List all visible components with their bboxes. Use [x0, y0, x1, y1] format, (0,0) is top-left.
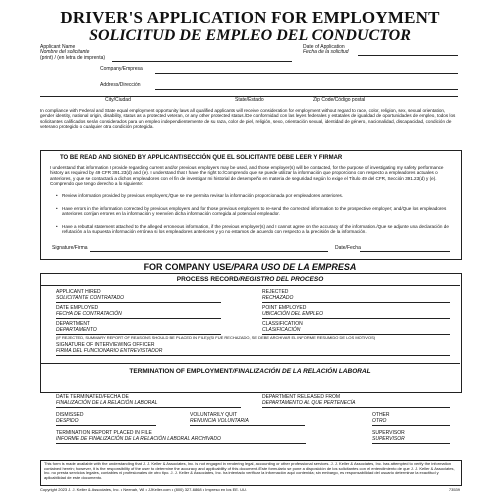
rights-bullet-1: • Review information provided by previous employers;/Que se me permita revisar la información proporcionada por empleadores anteriores. [56, 193, 456, 198]
point-employed-label: POINT EMPLOYED [262, 305, 307, 311]
applicant-name-label: Applicant Name [40, 44, 76, 50]
footer-copyright: Copyright 2023 J. J. Keller & Associates, Inc. • Neenah, WI • JJKeller.com • (800) 327-6868 • Impreso en los EE. UU. [40, 487, 248, 492]
signature-field[interactable] [90, 251, 328, 252]
zip-label: Zip Code/Código postal [313, 97, 366, 103]
applicant-hired-field[interactable] [56, 302, 221, 303]
process-record-heading [0, 276, 500, 283]
sign-section-heading: TO BE READ AND SIGNED BY APPLICANT/SECCIÓN QUE EL SOLICITANTE DEBE LEER Y FIRMAR [60, 155, 343, 161]
termination-heading-en: TERMINATION OF EMPLOYMENT [129, 368, 233, 375]
rejected-label: REJECTED [262, 289, 289, 295]
rejected-summary-note: (IF REJECTED, SUMMARY REPORT OF REASONS SHOULD BE PLACED IN FILE)/(SI FUE RECHAZADO, SE DEBE ARCHIVAR EL INFORME RESUMIDO DE LOS MOTIVOS) [56, 335, 376, 340]
report-filed-field[interactable] [56, 443, 306, 444]
applicant-hired-label-es: SOLICITANTE CONTRATADO [56, 295, 125, 301]
company-field[interactable] [155, 73, 458, 74]
voluntary-quit-label: VOLUNTARILY QUIT [190, 412, 238, 418]
report-filed-label: TERMINATION REPORT PLACED IN FILE [56, 430, 152, 436]
rights-bullet-3: • Have a rebuttal statement attached to the alleged erroneous information, if the previous employer(s) and I cannot agree on the accuracy of the information./Que se adjunte una declaración de refutación a la supuesta información errónea si los empleadores anteriores y yo no estamos de acuerdo con respecto a la precisión de la información. [56, 224, 456, 235]
footer-form-number: 73539 [448, 487, 460, 492]
eeo-statement: In compliance with Federal and State equal employment opportunity laws all qualified applicants will receive consideration for employment without regard to race, color, religion, sex, sexual orientation, gender identity, national origin, disability, status as a protected veteran, or any other protected status./De conformidad con las leyes federales y estatales de igualdad de oportunidades de empleo, todos los solicitantes calificados serán considerados para un empleo independientemente de su raza, color de piel, religión, sexo, orientación sexual, identidad de género, nacionalidad, discapacidad, condición de veterano protegido o cualquier otra condición protegida. [40, 108, 456, 130]
address-label: Address/Dirección [100, 82, 141, 88]
applicant-name-field[interactable] [112, 61, 292, 62]
print-note: (print) / (en letra de imprenta) [40, 55, 106, 61]
termination-heading-es: /FINALIZACIÓN DE LA RELACIÓN LABORAL [232, 368, 371, 375]
report-filed-label-es: INFORME DE FINALIZACIÓN DE LA RELACIÓN LABORAL ARCHIVADO [56, 436, 221, 442]
termination-heading [0, 368, 500, 375]
city-label: City/Ciudad [105, 97, 131, 103]
dept-released-field[interactable] [262, 407, 450, 408]
state-label: State/Estado [235, 97, 264, 103]
other-field[interactable] [372, 425, 450, 426]
date-terminated-label: DATE TERMINATED/FECHA DE [56, 394, 129, 400]
sign-date-label: Date/Fecha [335, 245, 361, 251]
company-use-heading [0, 262, 500, 272]
date-employed-label-es: FECHA DE CONTRATACIÓN [56, 311, 122, 317]
date-terminated-label-es: FINALIZACIÓN DE LA RELACIÓN LABORAL [56, 400, 158, 406]
dismissed-label-es: DESPIDO [56, 418, 79, 424]
process-record-divider [40, 285, 460, 286]
sign-section-intro: I understand that information I provide regarding current and/or previous employers may be used, and those employer(s) will be contacted, for the purpose of investigating my safety performance history as required by 49 CFR 391.23(d) and (e). I understand that I have the right to:/Comprendo que se puede utilizar la información que proporciono con respecto a empleadores actuales o anteriores, y que se contactará a dichos empleadores con el fin de investigar mi historial de desempeño en materia de seguridad según lo exige el Título 49 del CFR, Sección 391.23(d) y (e). Comprendo que tengo derecho a lo siguiente: [50, 165, 444, 187]
officer-signature-label: SIGNATURE OF INTERVIEWING OFFICER [56, 342, 155, 348]
voluntary-quit-label-es: RENUNCIA VOLUNTARIA [190, 418, 249, 424]
classification-label: CLASSIFICATION [262, 321, 303, 327]
supervisor-field[interactable] [372, 443, 450, 444]
other-label: OTHER [372, 412, 390, 418]
date-of-application-label-es: Fecha de la solicitud [303, 49, 349, 55]
company-use-heading-es: /PARA USO DE LA EMPRESA [231, 262, 357, 272]
voluntary-quit-field[interactable] [190, 425, 305, 426]
classification-label-es: CLASIFICACIÓN [262, 327, 301, 333]
point-employed-label-es: UBICACIÓN DEL EMPLEO [262, 311, 324, 317]
rejected-field[interactable] [262, 302, 450, 303]
department-label: DEPARTMENT [56, 321, 90, 327]
process-record-heading-es: /REGISTRO DEL PROCESO [238, 276, 324, 283]
signature-label: Signature/Firma [52, 245, 88, 251]
point-employed-field[interactable] [262, 318, 450, 319]
other-label-es: OTRO [372, 418, 387, 424]
company-use-box [40, 273, 462, 393]
date-employed-field[interactable] [56, 318, 221, 319]
date-employed-label: DATE EMPLOYED [56, 305, 99, 311]
dismissed-label: DISMISSED [56, 412, 84, 418]
process-record-heading-en: PROCESS RECORD [176, 276, 239, 283]
sign-date-field[interactable] [360, 251, 450, 252]
company-use-heading-en: FOR COMPANY USE [143, 262, 232, 272]
supervisor-label-es: SUPERVISOR [372, 436, 405, 442]
date-of-application-field[interactable] [358, 55, 458, 56]
dept-released-label-es: DEPARTAMENTO AL QUE PERTENECÍA [262, 400, 356, 406]
form-title: DRIVER'S APPLICATION FOR EMPLOYMENT [60, 8, 440, 27]
dept-released-label: DEPARTMENT RELEASED FROM [262, 394, 341, 400]
officer-signature-label-es: FIRMA DEL FUNCIONARIO ENTREVISTADOR [56, 348, 163, 354]
form-subtitle: SOLICITUD DE EMPLEO DEL CONDUCTOR [89, 27, 411, 44]
disclaimer-text: This form is made available with the understanding that J. J. Keller & Associates, Inc. is not engaged in rendering legal, accounting or other professional services. J. J. Keller & Associates, Inc. has attempted to verify the information contained herein; however, it is the responsibility of the user to determine the accuracy and applicability of this document./Este formulario se pone a disposición de los solicitantes con el entendimiento de que J. J. Keller & Associates, Inc. no presta servicios legales, contables ni profesionales de otro tipo. J. J. Keller & Associates, Inc. ha intentado verificar la información aquí contenida; sin embargo, es responsabilidad del usuario determinar la exactitud y aplicabilidad de este documento. [44, 461, 455, 480]
date-of-application-label: Date of Application [303, 44, 345, 50]
address-field[interactable] [155, 89, 458, 90]
applicant-hired-label: APPLICANT HIRED [56, 289, 101, 295]
rejected-label-es: RECHAZADO [262, 295, 294, 301]
supervisor-label: SUPERVISOR [372, 430, 405, 436]
officer-signature-field[interactable] [56, 355, 450, 356]
applicant-name-label-es: Nombre del solicitante [40, 49, 90, 55]
date-terminated-field[interactable] [56, 407, 241, 408]
department-label-es: DEPARTAMENTO [56, 327, 97, 333]
rights-bullet-2: • Have errors in the information corrected by previous employers and for those previous employers to re-send the corrected information to the prospective employer; and/Que los empleadores anteriores corrijan errores en la información y reenvíen dicha información corregida al potencial empleador. [56, 206, 456, 217]
dismissed-field[interactable] [56, 425, 156, 426]
termination-divider [40, 363, 460, 364]
company-label: Company/Empresa [100, 66, 143, 72]
